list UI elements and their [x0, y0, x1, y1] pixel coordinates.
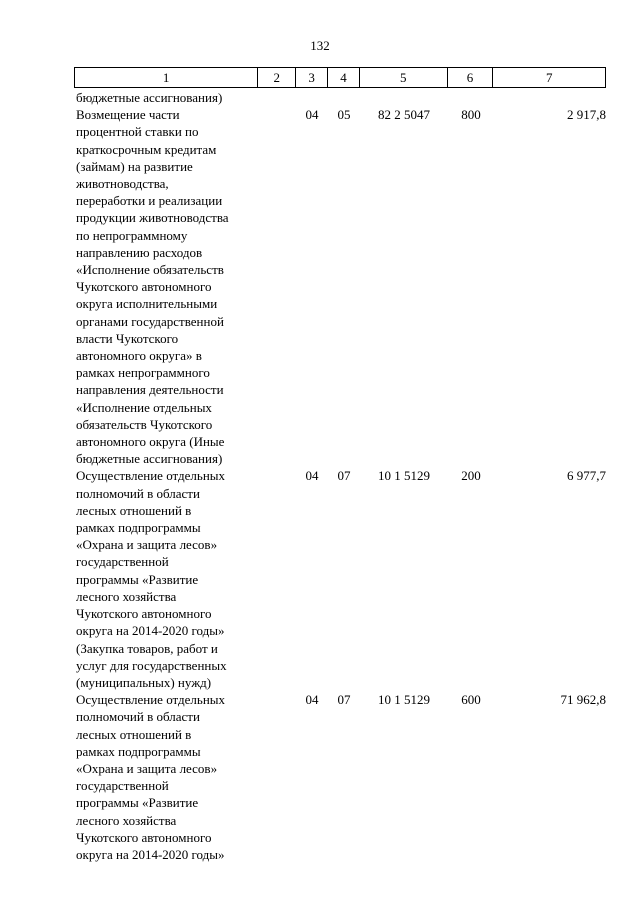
column-header-1: 1 — [75, 68, 258, 87]
row-section: 04 — [305, 692, 319, 708]
table-body — [74, 89, 606, 863]
column-header-2: 2 — [258, 68, 296, 87]
table-header-row — [74, 67, 606, 88]
row-description: Осуществление отдельных полномочий в области лесных отношений в рамках подпрограммы «Охрана и защита лесов» государственной программы «Развитие лесного хозяйства Чукотского автономного округа на 2014-2020 годы» — [76, 692, 226, 862]
row-subsection: 07 — [337, 692, 351, 708]
row-amount: 71 962,8 — [560, 692, 606, 708]
row-amount: 2 917,8 — [567, 107, 606, 123]
row-description: бюджетные ассигнования) — [76, 90, 223, 105]
row-expense-type: 200 — [461, 468, 481, 484]
row-target-article: 82 2 5047 — [378, 107, 430, 123]
table-row — [74, 106, 606, 467]
table-row — [74, 467, 606, 691]
row-description: Возмещение части процентной ставки по краткосрочным кредитам (займам) на развитие животноводства, переработки и реализации продукции животноводства по непрограммному направлению расходов «Исполнение обязательств Чукотского автономного округа исполнительными органами государственной власти Чукотского автономного округа» в рамках непрограммного направления деятельности «Исполнение отдельных обязательств Чукотского автономного округа (Иные бюджетные ассигнования) — [76, 107, 229, 467]
row-section: 04 — [305, 468, 319, 484]
row-subsection: 05 — [337, 107, 351, 123]
column-header-6: 6 — [448, 68, 494, 87]
row-section: 04 — [305, 107, 319, 123]
row-target-article: 10 1 5129 — [378, 692, 430, 708]
column-header-5: 5 — [360, 68, 448, 87]
column-header-7: 7 — [545, 70, 553, 85]
table-row — [74, 691, 606, 863]
continuation-row — [74, 89, 606, 106]
row-expense-type: 600 — [461, 692, 481, 708]
row-col-2 — [258, 691, 296, 863]
page-number: 132 — [310, 38, 330, 53]
row-col-2 — [258, 467, 296, 691]
row-target-article: 10 1 5129 — [378, 468, 430, 484]
row-expense-type: 800 — [461, 107, 481, 123]
row-subsection: 07 — [337, 468, 351, 484]
column-header-4: 4 — [328, 68, 360, 87]
row-col-2 — [258, 106, 296, 467]
column-header-3: 3 — [296, 68, 328, 87]
row-description: Осуществление отдельных полномочий в области лесных отношений в рамках подпрограммы «Охрана и защита лесов» государственной программы «Развитие лесного хозяйства Чукотского автономного округа на 2014-2020 годы» (Закупка товаров, работ и услуг для государственных (муниципальных) нужд) — [76, 468, 227, 690]
row-amount: 6 977,7 — [567, 468, 606, 484]
